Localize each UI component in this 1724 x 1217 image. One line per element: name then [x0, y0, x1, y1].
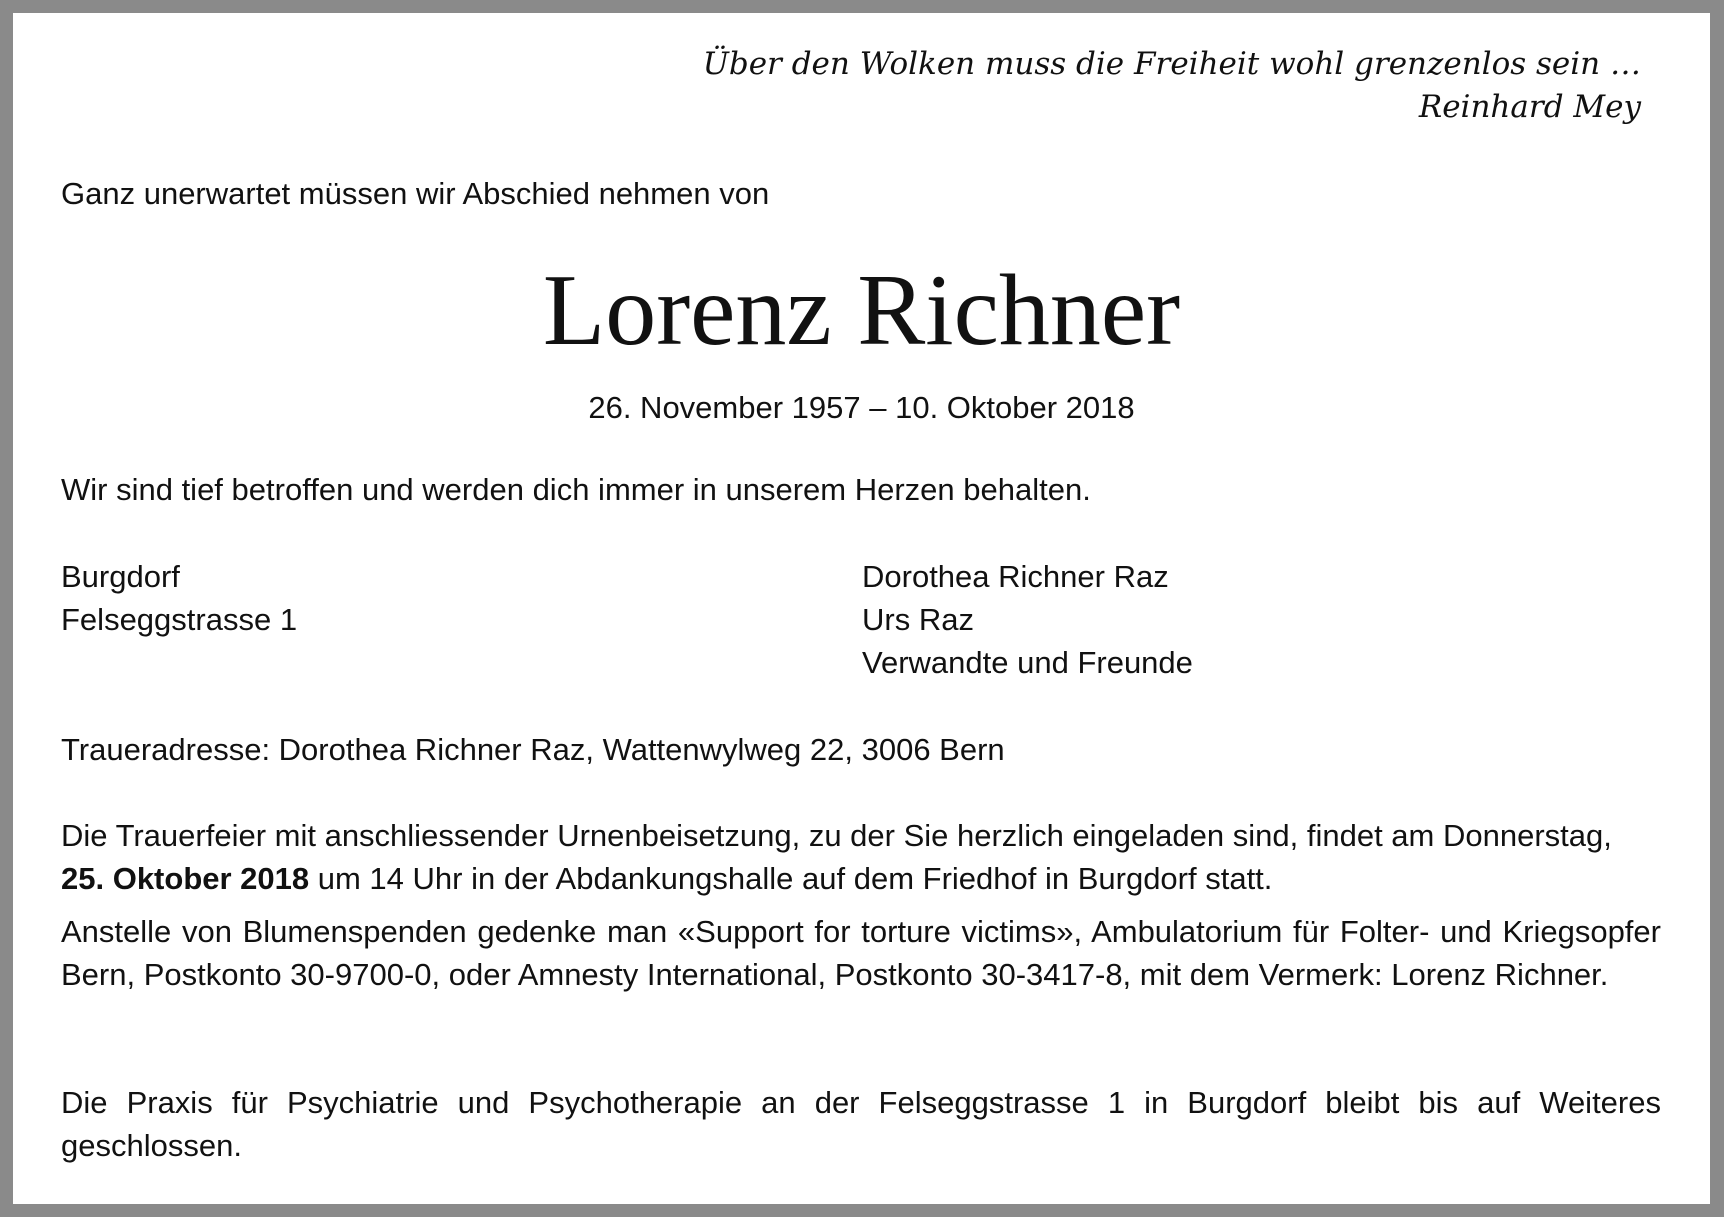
motto-author: Reinhard Mey [1418, 89, 1641, 125]
mourner-name: Verwandte und Freunde [862, 645, 1193, 680]
life-dates: 26. November 1957 – 10. Oktober 2018 [588, 390, 1135, 425]
motto-quote: Über den Wolken muss die Freiheit wohl grenzenlos sein … [702, 46, 1641, 82]
ceremony-line-2 [61, 857, 1661, 900]
sentiment-text: Wir sind tief betroffen und werden dich immer in unserem Herzen behalten. [61, 472, 1091, 507]
mourner-name: Dorothea Richner Raz [862, 559, 1169, 594]
ceremony-line-1: Die Trauerfeier mit anschliessender Urnenbeisetzung, zu der Sie herzlich eingeladen sind, findet am Donnerstag, [61, 818, 1612, 853]
address-street: Felseggstrasse 1 [61, 602, 298, 637]
obituary-notice [13, 13, 1710, 1204]
motto-quote-block [703, 43, 1641, 129]
ceremony-date: 25. Oktober 2018 [61, 861, 310, 896]
intro-text: Ganz unerwartet müssen wir Abschied nehmen von [61, 176, 770, 211]
donations-text: Anstelle von Blumenspenden gedenke man «Support for torture victims», Ambulatorium für Folter- und Kriegsopfer Bern, Postkonto 30-9700-0, oder Amnesty International, Postkonto 30-3417-8, mit dem Vermerk: Lorenz Richner. [61, 914, 1661, 992]
ceremony-details: um 14 Uhr in der Abdankungshalle auf dem Friedhof in Burgdorf statt. [309, 861, 1273, 896]
ceremony-info [61, 814, 1661, 900]
mourner-name: Urs Raz [862, 602, 974, 637]
mourning-address: Traueradresse: Dorothea Richner Raz, Wattenwylweg 22, 3006 Bern [61, 732, 1005, 767]
deceased-name: Lorenz Richner [542, 254, 1181, 367]
mourners-list [862, 555, 1193, 684]
practice-notice: Die Praxis für Psychiatrie und Psychotherapie an der Felseggstrasse 1 in Burgdorf bleibt bis auf Weiteres geschlossen. [61, 1085, 1661, 1163]
address-city: Burgdorf [61, 559, 180, 594]
family-address [61, 555, 1661, 641]
